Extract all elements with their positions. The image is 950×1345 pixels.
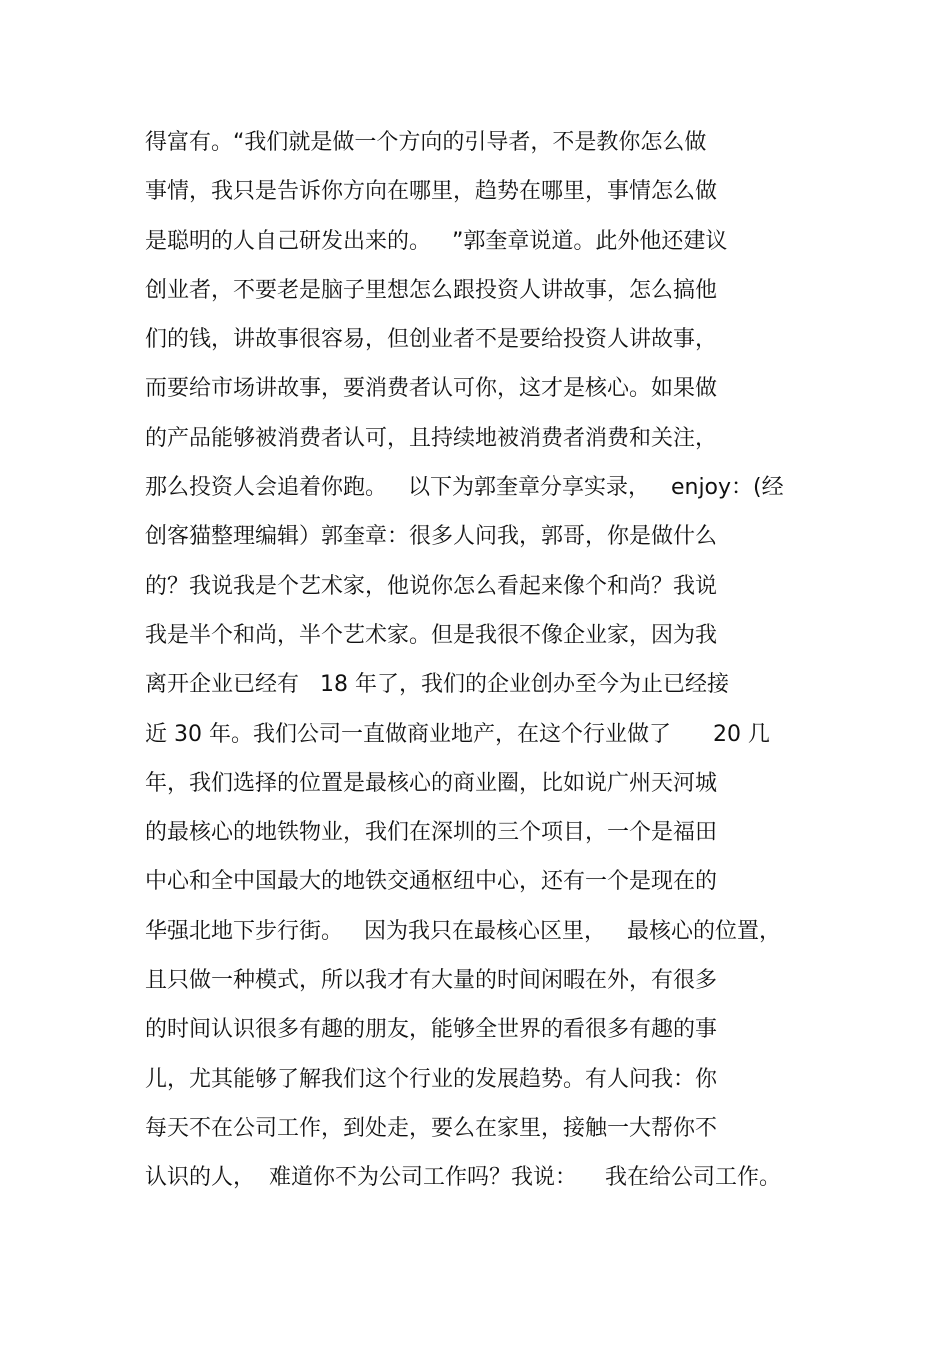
text-line: 而要给市场讲故事，要消费者认可你，这才是核心。如果做 [145, 376, 718, 402]
text-line: 近 30 年。我们公司一直做商业地产，在这个行业做了 20 几 [145, 721, 770, 747]
text-line: 华强北地下步行街。 因为我只在最核心区里， 最核心的位置， [145, 918, 781, 944]
text-line: 离开企业已经有 18 年了，我们的企业创办至今为止已经接 [145, 672, 729, 698]
text-line: 那么投资人会追着你跑。 以下为郭奎章分享实录， enjoy：(经 [145, 475, 784, 501]
text-line: 儿，尤其能够了解我们这个行业的发展趋势。有人问我：你 [145, 1066, 718, 1092]
text-line: 是聪明的人自己研发出来的。 ”郭奎章说道。此外他还建议 [145, 228, 728, 254]
text-line: 每天不在公司工作，到处走，要么在家里，接触一大帮你不 [145, 1115, 718, 1141]
text-line: 认识的人， 难道你不为公司工作吗？我说： 我在给公司工作。 [145, 1165, 781, 1191]
text-line: 中心和全中国最大的地铁交通枢纽中心，还有一个是现在的 [145, 869, 718, 895]
text-line: 事情，我只是告诉你方向在哪里，趋势在哪里，事情怎么做 [145, 179, 718, 205]
text-line: 创客猫整理编辑）郭奎章：很多人问我，郭哥，你是做什么 [145, 524, 718, 550]
text-line: 年，我们选择的位置是最核心的商业圈，比如说广州天河城 [145, 770, 718, 796]
text-line: 的？我说我是个艺术家，他说你怎么看起来像个和尚？我说 [145, 573, 718, 599]
text-line: 的时间认识很多有趣的朋友，能够全世界的看很多有趣的事 [145, 1017, 718, 1043]
text-line: 们的钱，讲故事很容易，但创业者不是要给投资人讲故事， [145, 327, 718, 353]
text-line: 创业者，不要老是脑子里想怎么跟投资人讲故事，怎么搞他 [145, 277, 718, 303]
text-line: 的产品能够被消费者认可，且持续地被消费者消费和关注， [145, 425, 718, 451]
text-line: 且只做一种模式，所以我才有大量的时间闲暇在外，有很多 [145, 968, 718, 994]
body-text [145, 118, 825, 1203]
text-line: 的最核心的地铁物业，我们在深圳的三个项目，一个是福田 [145, 820, 718, 846]
text-line: 得富有。“我们就是做一个方向的引导者，不是教你怎么做 [145, 130, 707, 155]
text-line: 我是半个和尚，半个艺术家。但是我很不像企业家，因为我 [145, 622, 718, 648]
